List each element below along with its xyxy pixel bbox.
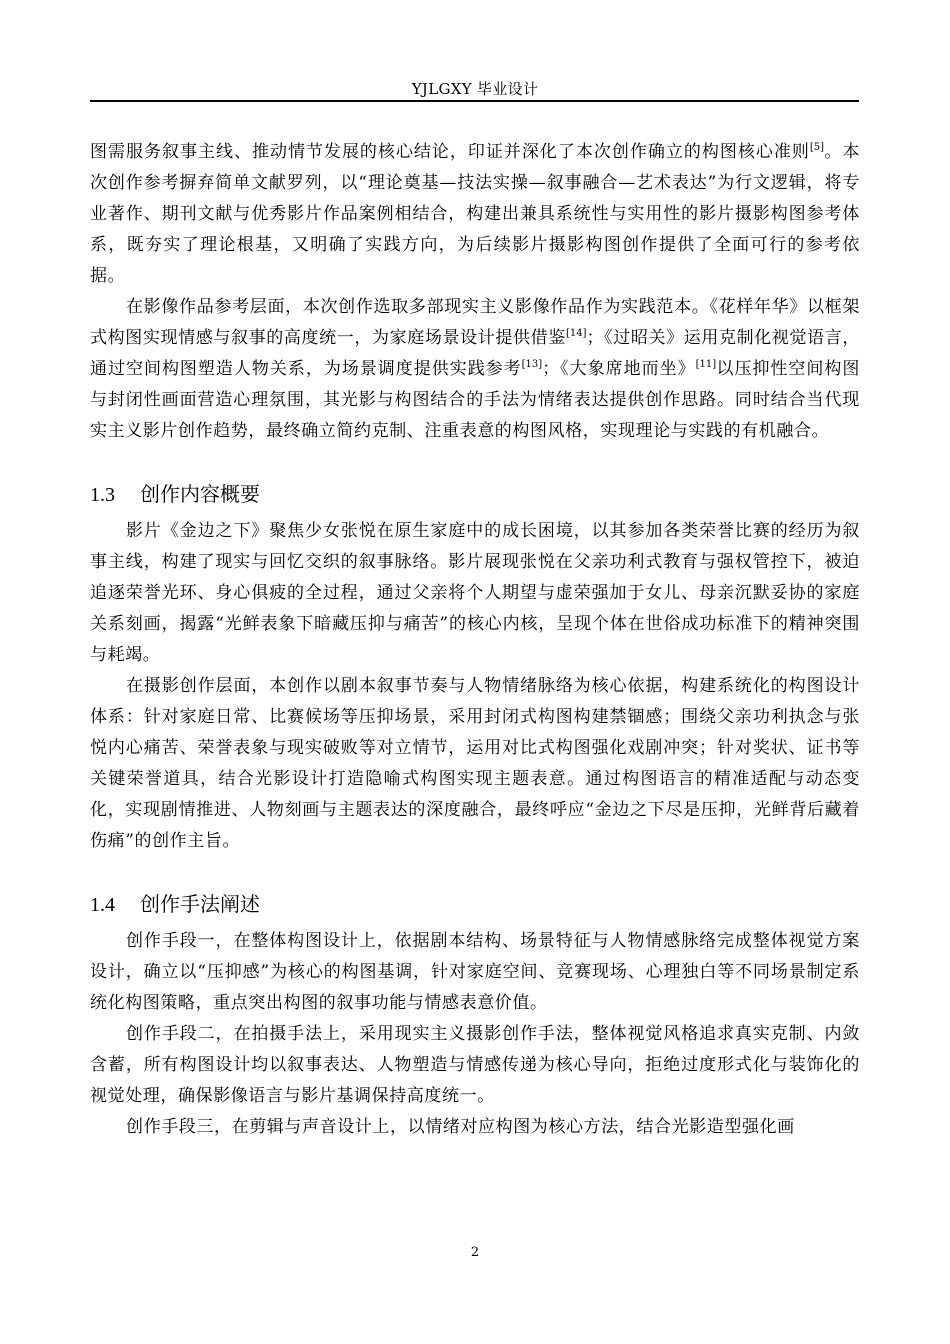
- citation: [5]: [809, 142, 825, 153]
- page-number: 2: [470, 1245, 480, 1260]
- running-header: YJLGXY 毕业设计: [411, 80, 539, 98]
- paragraph-text: ；《过昭关》运用克制化视觉语言，通过空间构图塑造人物关系，为场景调度提供实践参考: [90, 328, 860, 379]
- paragraph: [90, 292, 860, 447]
- citation: [11]: [695, 359, 717, 370]
- paragraph-text: 图需服务叙事主线、推动情节发展的核心结论，印证并深化了本次创作确立的构图核心准则: [90, 142, 810, 162]
- paragraph: 创作手段三，在剪辑与声音设计上，以情绪对应构图为核心方法，结合光影造型强化画: [126, 1117, 795, 1137]
- paragraph: 在摄影创作层面，本创作以剧本叙事节奏与人物情绪脉络为核心依据，构建系统化的构图设计体系：针对家庭日常、比赛候场等压抑场景，采用封闭式构图构建禁锢感；围绕父亲功利执念与张悦内心痛苦、荣誉表象与现实破败等对立情节，运用对比式构图强化戏剧冲突；针对奖状、证书等关键荣誉道具，结合光影设计打造隐喻式构图实现主题表意。通过构图语言的精准适配与动态变化，实现剧情推进、人物刻画与主题表达的深度融合，最终呼应“金边之下尽是压抑，光鲜背后藏着伤痛”的创作主旨。: [90, 676, 860, 851]
- paragraph: 影片《金边之下》聚焦少女张悦在原生家庭中的成长困境，以其参加各类荣誉比赛的经历为叙事主线，构建了现实与回忆交织的叙事脉络。影片展现张悦在父亲功利式教育与强权管控下，被迫追逐荣誉光环、身心俱疲的全过程，通过父亲将个人期望与虚荣强加于女儿、母亲沉默妥协的家庭关系刻画，揭露“光鲜表象下暗藏压抑与痛苦”的核心内核，呈现个体在世俗成功标准下的精神突围与耗竭。: [90, 521, 860, 665]
- citation: [13]: [521, 359, 543, 370]
- section-title: 创作内容概要: [140, 482, 260, 506]
- paragraph-text: 。本次创作参考摒弃简单文献罗列，以“理论奠基—技法实操—叙事融合—艺术表达”为行文逻辑，将专业著作、期刊文献与优秀影片作品案例相结合，构建出兼具系统性与实用性的影片摄影构图参考体系，既夯实了理论根基，又明确了实践方向，为后续影片摄影构图创作提供了全面可行的参考依据。: [90, 142, 861, 286]
- paragraph-text: ；《大象席地而坐》: [542, 359, 696, 379]
- section-number: 1.3: [90, 484, 115, 506]
- paragraph: [90, 137, 860, 292]
- section-number: 1.4: [90, 894, 115, 916]
- paragraph: 创作手段一，在整体构图设计上，依据剧本结构、场景特征与人物情感脉络完成整体视觉方案设计，确立以“压抑感”为核心的构图基调，针对家庭空间、竞赛现场、心理独白等不同场景制定系统化构图策略，重点突出构图的叙事功能与情感表意价值。: [90, 931, 860, 1013]
- section-title: 创作手法阐述: [140, 892, 260, 916]
- body-content: [90, 137, 860, 1143]
- paragraph-text: 在影像作品参考层面，本次创作选取多部现实主义影像作品作为实践范本。《花样年华》以框架式构图实现情感与叙事的高度统一，为家庭场景设计提供借鉴: [90, 297, 860, 348]
- header-divider: [90, 100, 859, 102]
- paragraph-text: 以压抑性空间构图与封闭性画面营造心理氛围，其光影与构图结合的手法为情绪表达提供创作思路。同时结合当代现实主义影片创作趋势，最终确立简约克制、注重表意的构图风格，实现理论与实践的有机融合。: [90, 359, 860, 441]
- citation: [14]: [565, 328, 587, 339]
- section-heading: [90, 480, 860, 509]
- paragraph: 创作手段二，在拍摄手法上，采用现实主义摄影创作手法，整体视觉风格追求真实克制、内敛含蓄，所有构图设计均以叙事表达、人物塑造与情感传递为核心导向，拒绝过度形式化与装饰化的视觉处理，确保影像语言与影片基调保持高度统一。: [90, 1024, 860, 1106]
- section-heading: [90, 890, 860, 919]
